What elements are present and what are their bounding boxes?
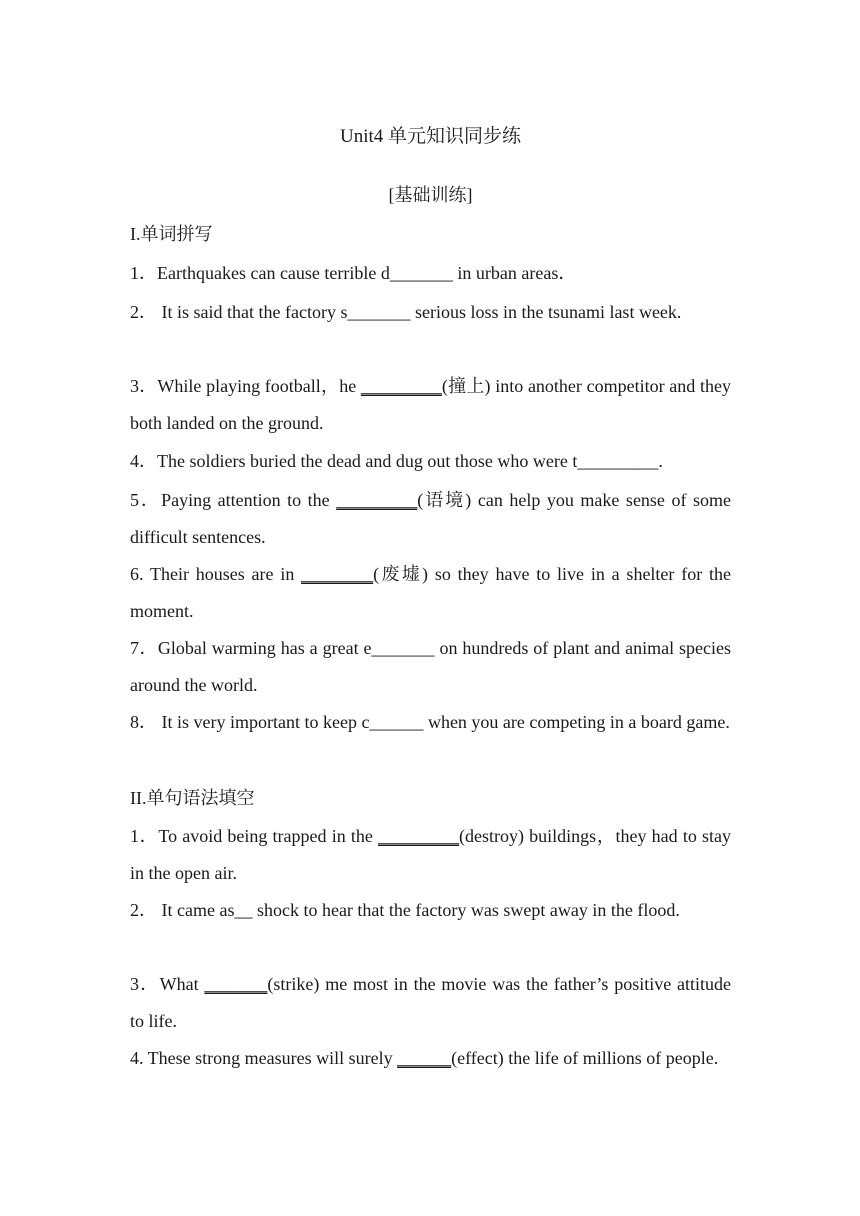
answer-blank: _________ [336, 490, 418, 510]
question-item: 5．Paying attention to the _________(语境) can help you make sense of some difficult sentences. [130, 490, 731, 547]
question-item: 1．Earthquakes can cause terrible d_______ in urban areas． [130, 263, 577, 283]
question-item: 2． It came as__ shock to hear that the factory was swept away in the flood. [130, 900, 680, 920]
section-heading-1: I.单词拼写 [130, 224, 213, 244]
document-title: Unit4 单元知识同步练 [339, 126, 522, 147]
question-item: 8． It is very important to keep c______ when you are competing in a board game. [130, 712, 730, 732]
answer-blank: _________ [360, 376, 442, 396]
answer-blank: _______ [204, 974, 268, 994]
answer-blank: ________ [301, 564, 374, 584]
question-item: 7．Global warming has a great e_______ on hundreds of plant and animal species around the world. [130, 638, 731, 695]
question-item: 3．While playing football，he _________(撞上) into another competitor and they both landed on the ground. [130, 376, 731, 433]
section-subtitle: [基础训练] [388, 185, 473, 205]
question-item: 4．The soldiers buried the dead and dug out those who were t_________. [130, 451, 663, 471]
section-heading-2: II.单句语法填空 [130, 788, 255, 808]
question-item: 3．What _______(strike) me most in the movie was the father’s positive attitude to life. [130, 974, 732, 1031]
question-item: 1．To avoid being trapped in the _________(destroy) buildings，they had to stay in the open air. [130, 826, 731, 883]
answer-blank: _________ [378, 826, 460, 846]
question-item: 2． It is said that the factory s_______ serious loss in the tsunami last week. [130, 302, 682, 322]
answer-blank: ______ [397, 1048, 452, 1068]
question-item: 6. Their houses are in ________(废墟) so they have to live in a shelter for the moment. [130, 564, 731, 621]
question-item: 4. These strong measures will surely ______(effect) the life of millions of people. [130, 1048, 719, 1068]
